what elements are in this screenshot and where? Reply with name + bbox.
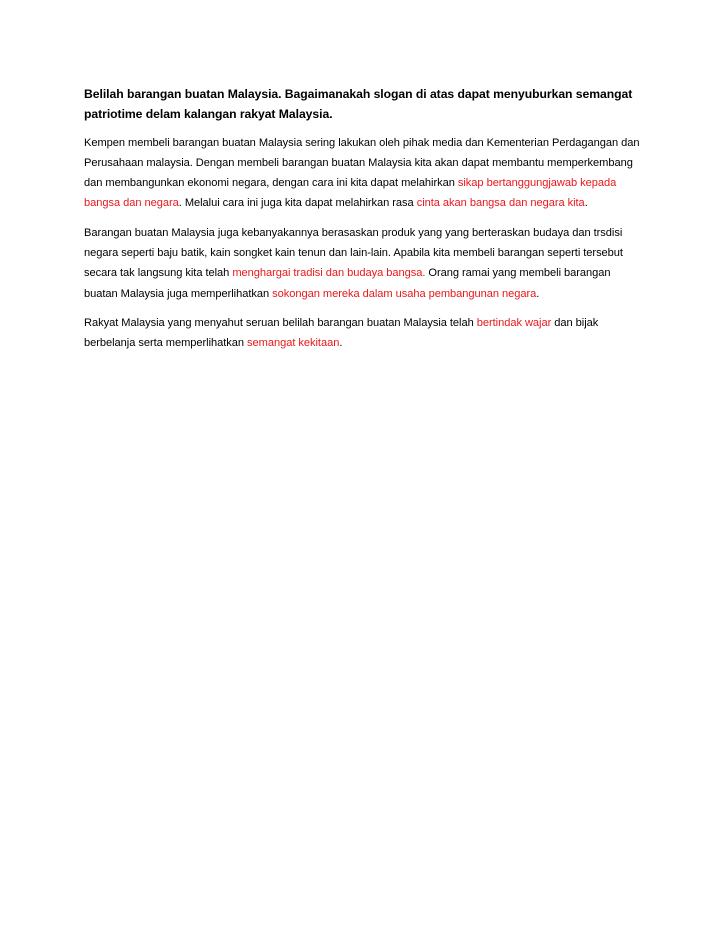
paragraph-2-text: . (536, 287, 540, 300)
paragraph-3-highlight: bertindak wajar (476, 316, 552, 329)
paragraph-2-highlight: menghargai tradisi dan budaya bangsa. (232, 267, 426, 280)
paragraph-3-highlight: semangat kekitaan (247, 337, 340, 350)
paragraph-2-text: Barangan buatan Malaysia juga kebanyakannya berasaskan produk yang yang berteraskan budaya dan trsdisi negara seperti baju batik, kain songket kain tenun dan lain-lain. Apabila kita membeli barangan seperti tersebut secara tak langsung kita telah (84, 226, 623, 280)
paragraph-1-text: . (584, 197, 588, 210)
paragraph-1-highlight: sikap bertanggungjawab kepada bangsa dan negara (84, 177, 617, 210)
paragraph-3-text: Rakyat Malaysia yang menyahut seruan belilah barangan buatan Malaysia telah (84, 316, 477, 329)
paragraph-1-text: . Melalui cara ini juga kita dapat melahirkan rasa (178, 197, 417, 210)
paragraph-3-text: dan bijak berbelanja serta memperlihatkan (84, 316, 599, 350)
essay-question-heading: Belilah barangan buatan Malaysia. Bagaimanakah slogan di atas dapat menyuburkan semangat patriotime delam kalangan rakyat Malaysia. (84, 87, 633, 122)
paragraph-1-text: Kempen membeli barangan buatan Malaysia sering lakukan oleh pihak media dan Kementerian Perdagangan dan Perusahaan malaysia. Dengan membeli barangan buatan Malaysia kita akan dapat membantu memperkembang dan membangunkan ekonomi negara, dengan cara ini kita dapat melahirkan (84, 136, 640, 190)
paragraph-2 (84, 223, 646, 304)
paragraph-1-highlight: cinta akan bangsa dan negara kita (416, 197, 585, 210)
paragraph-3 (84, 313, 646, 354)
paragraph-1 (84, 133, 646, 214)
document-page (84, 84, 646, 363)
paragraph-3-text: . (339, 337, 343, 350)
paragraph-2-text: Orang ramai yang membeli barangan buatan Malaysia juga memperlihatkan (84, 267, 611, 300)
paragraph-2-highlight: sokongan mereka dalam usaha pembangunan negara (272, 287, 537, 300)
